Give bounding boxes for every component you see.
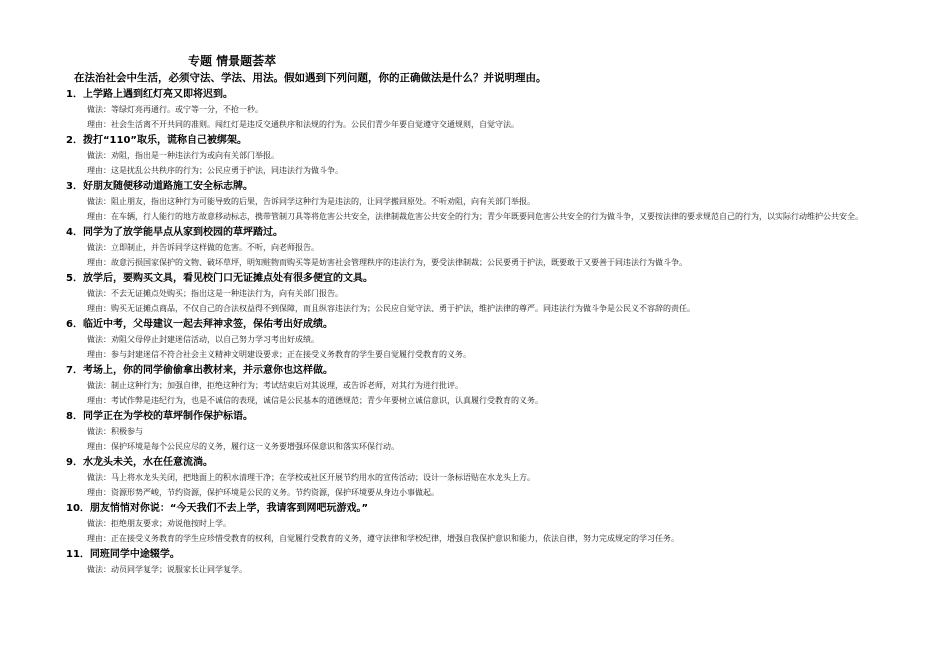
question-item xyxy=(66,317,906,362)
question-heading: 2．拨打“110”取乐，谎称自己被绑架。 xyxy=(66,135,247,146)
question-heading: 7．考场上，你的同学偷偷拿出教材来，并示意你也这样做。 xyxy=(66,365,333,376)
answer-reason: 理由：社会生活离不开共同的准则。闯红灯是违反交通秩序和法规的行为。公民们青少年要自觉遵守交通规则，自觉守法。 xyxy=(87,120,519,129)
question-item xyxy=(66,547,906,577)
question-heading: 6．临近中考，父母建议一起去拜神求签，保佑考出好成绩。 xyxy=(66,319,333,330)
question-heading: 1．上学路上遇到红灯亮又即将迟到。 xyxy=(66,89,233,100)
question-item xyxy=(66,225,906,270)
answer-method: 做法：积极参与 xyxy=(87,427,143,436)
question-item xyxy=(66,455,906,500)
question-heading: 5．放学后，要购买文具，看见校门口无证摊点处有很多便宜的文具。 xyxy=(66,273,373,284)
answer-reason: 理由：这是扰乱公共秩序的行为；公民应勇于护法，同违法行为做斗争。 xyxy=(87,166,343,175)
answer-reason: 理由：故意污损国家保护的文物、破坏草坪，明知赃物而购买等是妨害社会管理秩序的违法行为，要受法律制裁；公民要勇于护法，既要敢于又要善于同违法行为做斗争。 xyxy=(87,258,687,267)
question-item xyxy=(66,409,906,454)
answer-reason: 理由：保护环境是每个公民应尽的义务，履行这一义务要增强环保意识和落实环保行动。 xyxy=(87,442,399,451)
question-heading: 9．水龙头未关，水在任意流淌。 xyxy=(66,457,213,468)
question-heading: 4．同学为了放学能早点从家到校园的草坪踏过。 xyxy=(66,227,283,238)
answer-method: 做法：不去无证摊点处购买；指出这是一种违法行为，向有关部门报告。 xyxy=(87,289,343,298)
question-heading: 3．好朋友随便移动道路施工安全标志牌。 xyxy=(66,181,253,192)
question-list xyxy=(66,86,906,577)
answer-reason: 理由：购买无证摊点商品，不仅自己的合法权益得不到保障，而且纵容违法行为；公民应自觉守法、勇于护法，维护法律的尊严。同违法行为做斗争是公民义不容辞的责任。 xyxy=(87,304,695,313)
answer-method: 做法：拒绝朋友要求；劝说他按时上学。 xyxy=(87,519,231,528)
answer-reason: 理由：参与封建迷信不符合社会主义精神文明建设要求；正在接受义务教育的学生要自觉履行受教育的义务。 xyxy=(87,350,471,359)
document-title: 专题 情景题荟萃 xyxy=(188,54,277,68)
answer-reason: 理由：在车辆，行人能行的地方故意移动标志，携带管制刀具等将危害公共安全，法律制裁危害公共安全的行为；青少年既要同危害公共安全的行为做斗争，又要按法律的要求规范自己的行为，以实际行动维护公共安全。 xyxy=(87,212,863,221)
answer-method: 做法：劝阻父母停止封建迷信活动，以自己努力学习考出好成绩。 xyxy=(87,335,319,344)
answer-method: 做法：等绿灯亮再通行。或宁等一分，不抢一秒。 xyxy=(87,105,263,114)
question-item xyxy=(66,133,906,178)
answer-method: 做法：动员同学复学；说服家长让同学复学。 xyxy=(87,565,247,574)
question-item xyxy=(66,363,906,408)
question-item xyxy=(66,501,906,546)
answer-method: 做法：马上将水龙头关闭，把地面上的积水清理干净；在学校或社区开展节约用水的宣传活动；设计一条标语贴在水龙头上方。 xyxy=(87,473,535,482)
answer-method: 做法：制止这种行为；加强自律，拒绝这种行为；考试结束后对其说理，或告诉老师，对其行为进行批评。 xyxy=(87,381,463,390)
question-item xyxy=(66,271,906,316)
answer-reason: 理由：正在接受义务教育的学生应珍惜受教育的权利，自觉履行受教育的义务，遵守法律和学校纪律，增强自我保护意识和能力，依法自律，努力完成规定的学习任务。 xyxy=(87,534,679,543)
answer-reason: 理由：资源形势严峻，节约资源，保护环境是公民的义务。节约资源，保护环境要从身边小事做起。 xyxy=(87,488,439,497)
question-heading: 10．朋友悄悄对你说：“今天我们不去上学，我请客到网吧玩游戏。” xyxy=(66,503,369,514)
answer-method: 做法：劝阻，指出是一种违法行为或向有关部门举报。 xyxy=(87,151,279,160)
answer-method: 做法：阻止朋友，指出这种行为可能导致的后果，告诉同学这种行为是违法的，让同学搬回原处。不听劝阻，向有关部门举报。 xyxy=(87,197,535,206)
question-heading: 8．同学正在为学校的草坪制作保护标语。 xyxy=(66,411,253,422)
question-item xyxy=(66,179,906,224)
document-intro: 在法治社会中生活，必须守法、学法、用法。假如遇到下列问题，你的正确做法是什么？并说明理由。 xyxy=(74,72,547,84)
answer-method: 做法：立即制止，并告诉同学这样做的危害。不听，向老师报告。 xyxy=(87,243,319,252)
question-item xyxy=(66,87,906,132)
answer-reason: 理由：考试作弊是违纪行为，也是不诚信的表现，诚信是公民基本的道德规范；青少年要树立诚信意识，认真履行受教育的义务。 xyxy=(87,396,543,405)
question-heading: 11．同班同学中途辍学。 xyxy=(66,549,180,560)
